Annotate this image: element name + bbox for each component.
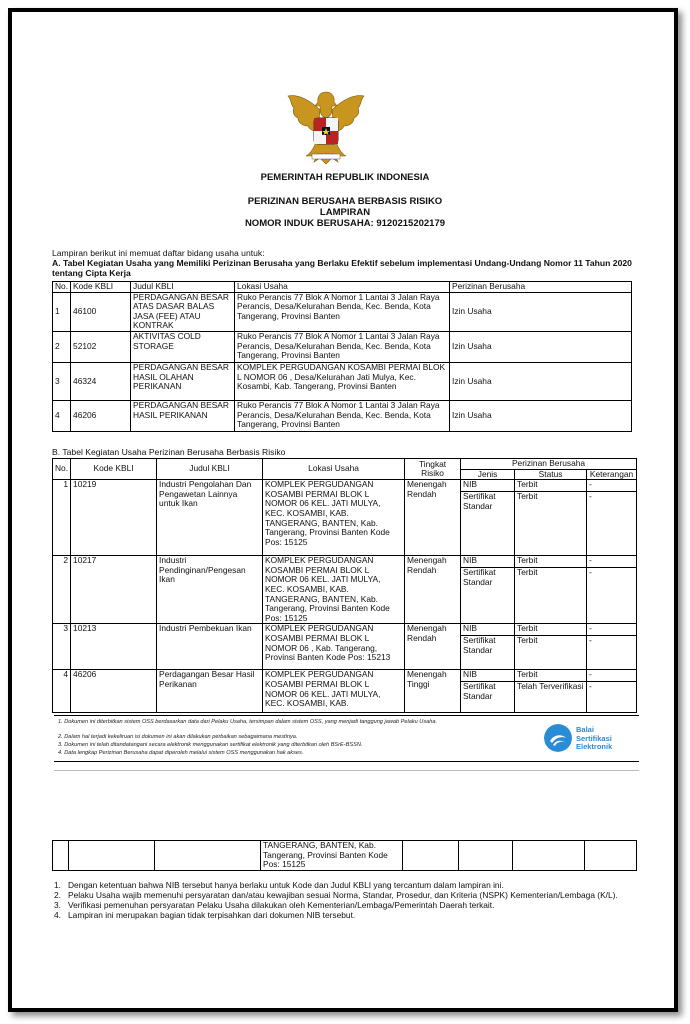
bsre-line: Elektronik [576,742,613,751]
intro [52,248,632,278]
header-kode: Kode KBLI [71,282,131,293]
header-judul: Judul KBLI [131,282,235,293]
table-row: Sertifikat Standar Telah Terverifikasi - [53,682,637,713]
intro-line: Lampiran berikut ini memuat daftar bidang usaha untuk: [52,248,265,258]
government-heading: PEMERINTAH REPUBLIK INDONESIA [260,172,430,183]
table-row: 1 10219 Industri Pengolahan Dan Pengawetan Lainnya untuk Ikan KOMPLEK PERGUDANGAN KOSAMBI PERMAI BLOK L NOMOR 06 KEL. JATI MULYA, KEC. KOSAMBI, KAB. TANGERANG, BANTEN, Kab. Tangerang, Provinsi Banten Kode Pos: 15125 Menengah Rendah NIB Terbit - [53,480,637,492]
table-row: 1 46100 PERDAGANGAN BESAR ATAS DASAR BALAS JASA (FEE) ATAU KONTRAK Ruko Perancis 77 Blok A Nomor 1 Lantai 3 Jalan Raya Perancis, Desa/Kelurahan Benda, Kec. Benda, Kota Tangerang, Provinsi Banten Izin Usaha [53,292,632,331]
list-item: 4. Lampiran ini merupakan bagian tidak terpisahkan dari dokumen NIB tersebut. [54,910,356,920]
final-notes [54,880,638,920]
table-row [53,841,637,871]
bsre-line: Balai [576,725,594,734]
table-row: 2 52102 AKTIVITAS COLD STORAGE Ruko Perancis 77 Blok A Nomor 1 Lantai 3 Jalan Raya Perancis, Desa/Kelurahan Benda, Kec. Benda, Kota Tangerang, Provinsi Banten Izin Usaha [53,331,632,362]
table-b-header: No. Kode KBLI Judul KBLI Lokasi Usaha Tingkat Risiko Perizinan Berusaha [53,459,637,470]
footnote: 1. Dokumen ini diterbitkan sistem OSS berdasarkan data dari Pelaku Usaha, tersimpan dalam sistem OSS, yang menjadi tanggung jawab Pelaku Usaha. [58,719,438,725]
table-row: 3 46324 PERDAGANGAN BESAR HASIL OLAHAN PERIKANAN KOMPLEK PERGUDANGAN KOSAMBI PERMAI BLOK L NOMOR 06 , Desa/Kelurahan Jati Mulya, Kec. Kosambi, Kab. Tangerang, Provinsi Banten Izin Usaha [53,362,632,400]
document-title: PERIZINAN BERUSAHA BERBASIS RISIKO [247,196,443,207]
nib-number: NOMOR INDUK BERUSAHA: 9120215202179 [244,218,446,229]
table-row: 2 10217 Industri Pendinginan/Pengesan Ikan KOMPLEK PERGUDANGAN KOSAMBI PERMAI BLOK L NOMOR 06 KEL. JATI MULYA, KEC. KOSAMBI, KAB. TANGERANG, BANTEN, Kab. Tangerang, Provinsi Banten Kode Pos: 15125 Menengah Rendah NIB Terbit - [53,556,637,568]
bsre-line: Sertifikasi [576,733,612,743]
footnote: 2. Dalam hal terjadi kekeliruan isi dokumen ini akan dilakukan perbaikan sebagaimana mestinya. [58,734,298,740]
bsre-logo-icon [544,724,572,752]
lampiran-title: LAMPIRAN [319,207,371,218]
table-row: Sertifikat Standar Terbit - [53,636,637,670]
footnote: 4. Data lengkap Perizinan Berusaha dapat diperoleh melalui sistem OSS menggunakan hak akses. [58,750,304,756]
table-row: 3 10213 Industri Pembekuan Ikan KOMPLEK PERGUDANGAN KOSAMBI PERMAI BLOK L NOMOR 06 , Kab. Tangerang, Provinsi Banten Kode Pos: 15213 Menengah Rendah NIB Terbit - [53,624,637,636]
table-b-subheader: Jenis Status Keterangan [53,469,637,480]
header-no: No. [53,282,71,293]
section-a-title: A. Tabel Kegiatan Usaha yang Memiliki Perizinan Berusaha yang Berlaku Efektif sebelum implementasi Undang-Undang Nomor 11 Tahun 2020 tentang Cipta Kerja [52,258,632,278]
table-b [52,458,637,713]
table-row: Sertifikat Standar Terbit - [53,568,637,624]
table-a [52,281,632,432]
table-row: 4 46206 Perdagangan Besar Hasil Perikanan KOMPLEK PERGUDANGAN KOSAMBI PERMAI BLOK L NOMOR 06 KEL. JATI MULYA, KEC. KOSAMBI, KAB. Menengah Tinggi NIB Terbit - [53,670,637,682]
table-row: 4 46206 PERDAGANGAN BESAR HASIL PERIKANAN Ruko Perancis 77 Blok A Nomor 1 Lantai 3 Jalan Raya Perancis, Desa/Kelurahan Benda, Kec. Benda, Kota Tangerang, Provinsi Banten Izin Usaha [53,400,632,431]
table-a-header [53,282,632,293]
list-item: 3. Verifikasi pemenuhan persyaratan Pelaku Usaha dilakukan oleh Kementerian/Lembaga/Pemerintah Daerah terkait. [54,900,495,910]
continued-lokasi: TANGERANG, BANTEN, Kab. Tangerang, Provinsi Banten Kode Pos: 15125 [261,841,403,871]
garuda-emblem-icon [284,86,368,166]
list-item: 2. Pelaku Usaha wajib memenuhi persyaratan dan/atau kewajiban sesuai Norma, Standar, Prosedur, dan Kriteria (NSPK) Kementerian/Lembaga (K/L). [54,890,618,900]
section-b-title: B. Tabel Kegiatan Usaha Perizinan Berusaha Berbasis Risiko [52,447,286,457]
header-lokasi: Lokasi Usaha [235,282,450,293]
header-izin: Perizinan Berusaha [450,282,632,293]
list-item: 1. Dengan ketentuan bahwa NIB tersebut hanya berlaku untuk Kode dan Judul KBLI yang tercantum dalam lampiran ini. [54,880,504,890]
footnote: 3. Dokumen ini telah ditandatangani secara elektronik menggunakan sertifikat elektronik yang diterbitkan oleh BSrE-BSSN. [58,742,363,748]
table-row: Sertifikat Standar Terbit - [53,492,637,556]
bsre-logo [544,724,636,754]
page-break [54,770,639,771]
table-b-continued [52,840,637,871]
